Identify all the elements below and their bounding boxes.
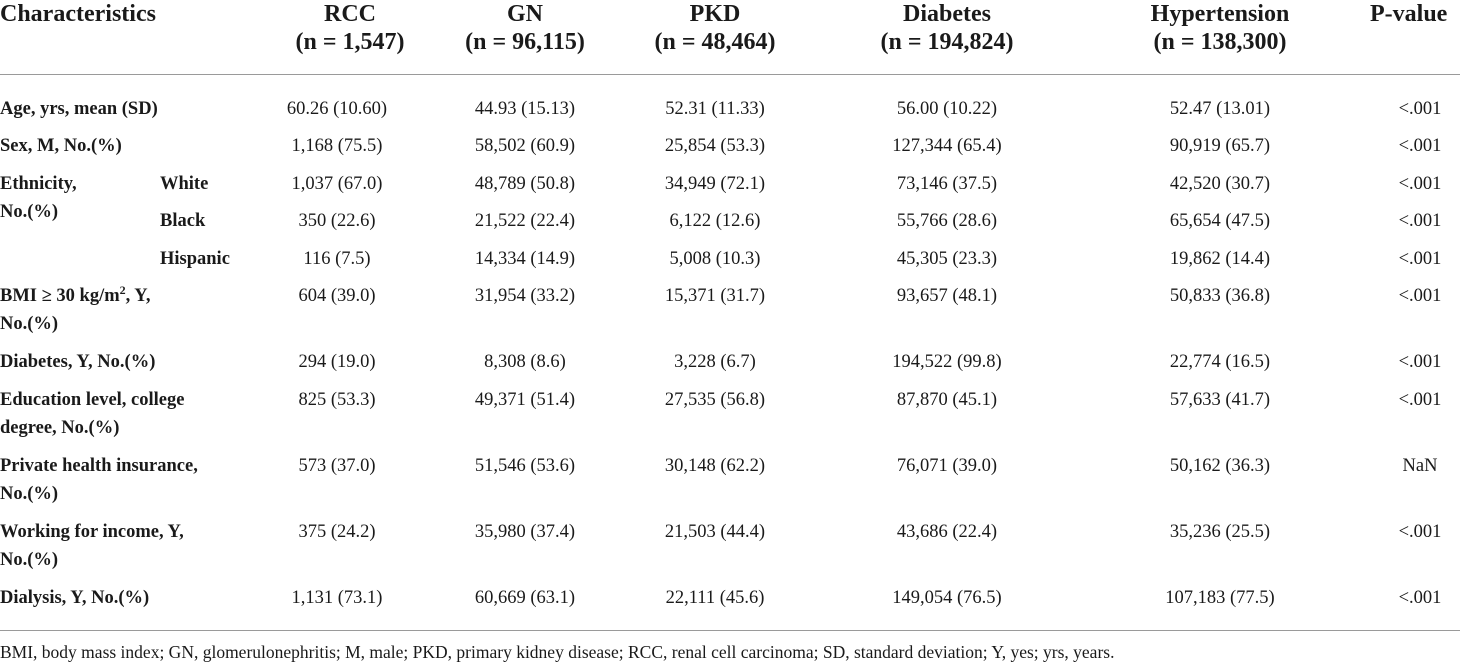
header-diabetes-name: Diabetes xyxy=(903,1,991,27)
cell-rcc: 825 (53.3) xyxy=(298,390,376,410)
cell-diabetes: 43,686 (22.4) xyxy=(896,522,998,542)
header-gn-n: (n = 96,115) xyxy=(465,29,585,55)
cell-gn: 35,980 (37.4) xyxy=(474,522,576,542)
row-label xyxy=(0,518,184,574)
row-sublabel: Black xyxy=(160,211,206,231)
header-hypertension-n: (n = 138,300) xyxy=(1153,29,1287,55)
cell-hypertension: 52.47 (13.01) xyxy=(1169,99,1271,119)
header-diabetes-n: (n = 194,824) xyxy=(880,29,1014,55)
row-label-line2: No.(%) xyxy=(0,314,59,334)
cell-diabetes: 45,305 (23.3) xyxy=(896,249,998,269)
row-label: Sex, M, No.(%) xyxy=(0,136,122,156)
cell-hypertension: 19,862 (14.4) xyxy=(1169,249,1271,269)
row-label-line1: Education level, college xyxy=(0,390,185,410)
row-label xyxy=(0,282,150,338)
cell-rcc: 116 (7.5) xyxy=(303,249,371,269)
cell-rcc: 350 (22.6) xyxy=(298,211,376,231)
row-label-post: , Y, xyxy=(125,286,151,306)
cell-diabetes: 149,054 (76.5) xyxy=(892,588,1002,608)
cell-hypertension: 50,833 (36.8) xyxy=(1169,286,1271,306)
cell-hypertension: 50,162 (36.3) xyxy=(1169,456,1271,476)
header-hypertension xyxy=(1100,0,1340,56)
cell-pkd: 25,854 (53.3) xyxy=(664,136,766,156)
header-pvalue: P-value xyxy=(1370,1,1448,27)
row-label-sup: 2 xyxy=(119,282,126,297)
cell-diabetes: 194,522 (99.8) xyxy=(892,352,1002,372)
cell-rcc: 573 (37.0) xyxy=(298,456,376,476)
cell-diabetes: 93,657 (48.1) xyxy=(896,286,998,306)
cell-pkd: 27,535 (56.8) xyxy=(664,390,766,410)
cell-gn: 21,522 (22.4) xyxy=(474,211,576,231)
header-pkd xyxy=(605,0,825,56)
bottom-rule xyxy=(0,630,1460,631)
header-pkd-name: PKD xyxy=(689,1,741,27)
cell-rcc: 294 (19.0) xyxy=(298,352,376,372)
header-pkd-n: (n = 48,464) xyxy=(654,29,776,55)
row-sublabel: Hispanic xyxy=(160,249,230,269)
cell-pkd: 22,111 (45.6) xyxy=(665,588,765,608)
table-footnote: BMI, body mass index; GN, glomerulonephritis; M, male; PKD, primary kidney disease; RCC, renal cell carcinoma; SD, standard deviation; Y, yes; yrs, years. xyxy=(0,642,1115,662)
header-rule xyxy=(0,74,1460,75)
cell-rcc: 1,131 (73.1) xyxy=(291,588,383,608)
cell-pkd: 15,371 (31.7) xyxy=(664,286,766,306)
cell-rcc: 60.26 (10.60) xyxy=(286,99,388,119)
cell-hypertension: 42,520 (30.7) xyxy=(1169,174,1271,194)
cell-pvalue: <.001 xyxy=(1398,588,1442,608)
header-hypertension-name: Hypertension xyxy=(1150,1,1290,27)
cell-rcc: 604 (39.0) xyxy=(298,286,376,306)
cell-rcc: 1,037 (67.0) xyxy=(291,174,383,194)
cell-pvalue: <.001 xyxy=(1398,390,1442,410)
cell-pvalue: <.001 xyxy=(1398,522,1442,542)
cell-gn: 60,669 (63.1) xyxy=(474,588,576,608)
cell-pvalue: <.001 xyxy=(1398,211,1442,231)
row-label-line2: degree, No.(%) xyxy=(0,418,120,438)
header-gn-name: GN xyxy=(507,1,543,27)
cell-rcc: 1,168 (75.5) xyxy=(291,136,383,156)
cell-diabetes: 127,344 (65.4) xyxy=(892,136,1002,156)
header-diabetes xyxy=(827,0,1067,56)
cell-gn: 51,546 (53.6) xyxy=(474,456,576,476)
header-rcc-name: RCC xyxy=(324,1,376,27)
cell-pkd: 6,122 (12.6) xyxy=(669,211,761,231)
row-sublabel: White xyxy=(160,174,209,194)
cell-hypertension: 90,919 (65.7) xyxy=(1169,136,1271,156)
row-label-line1: Private health insurance, xyxy=(0,456,198,476)
cell-hypertension: 35,236 (25.5) xyxy=(1169,522,1271,542)
cell-gn: 14,334 (14.9) xyxy=(474,249,576,269)
cell-pvalue: <.001 xyxy=(1398,249,1442,269)
cell-diabetes: 76,071 (39.0) xyxy=(896,456,998,476)
cell-gn: 44.93 (15.13) xyxy=(474,99,576,119)
cell-hypertension: 107,183 (77.5) xyxy=(1165,588,1275,608)
cell-gn: 58,502 (60.9) xyxy=(474,136,576,156)
cell-pvalue: NaN xyxy=(1402,456,1438,476)
cell-pkd: 30,148 (62.2) xyxy=(664,456,766,476)
row-label xyxy=(0,452,198,508)
cell-diabetes: 87,870 (45.1) xyxy=(896,390,998,410)
cell-rcc: 375 (24.2) xyxy=(298,522,376,542)
cell-gn: 49,371 (51.4) xyxy=(474,390,576,410)
cell-pkd: 3,228 (6.7) xyxy=(674,352,756,372)
row-label: Dialysis, Y, No.(%) xyxy=(0,588,150,608)
cell-hypertension: 22,774 (16.5) xyxy=(1169,352,1271,372)
cell-pvalue: <.001 xyxy=(1398,99,1442,119)
row-label-line1: Ethnicity, xyxy=(0,174,77,194)
cell-diabetes: 73,146 (37.5) xyxy=(896,174,998,194)
cell-gn: 31,954 (33.2) xyxy=(474,286,576,306)
row-label xyxy=(0,386,184,442)
cell-pkd: 52.31 (11.33) xyxy=(665,99,765,119)
cell-hypertension: 65,654 (47.5) xyxy=(1169,211,1271,231)
cell-pvalue: <.001 xyxy=(1398,136,1442,156)
cell-pkd: 34,949 (72.1) xyxy=(664,174,766,194)
cell-hypertension: 57,633 (41.7) xyxy=(1169,390,1271,410)
cell-gn: 8,308 (8.6) xyxy=(484,352,566,372)
row-label-line2: No.(%) xyxy=(0,202,59,222)
cell-gn: 48,789 (50.8) xyxy=(474,174,576,194)
row-label-line1: Working for income, Y, xyxy=(0,522,184,542)
header-rcc-n: (n = 1,547) xyxy=(295,29,405,55)
cell-pkd: 21,503 (44.4) xyxy=(664,522,766,542)
cell-pvalue: <.001 xyxy=(1398,352,1442,372)
cell-diabetes: 56.00 (10.22) xyxy=(896,99,998,119)
row-label: Diabetes, Y, No.(%) xyxy=(0,352,156,372)
cell-diabetes: 55,766 (28.6) xyxy=(896,211,998,231)
row-label-line2: No.(%) xyxy=(0,550,59,570)
row-label: Age, yrs, mean (SD) xyxy=(0,99,158,119)
cell-pvalue: <.001 xyxy=(1398,286,1442,306)
cell-pkd: 5,008 (10.3) xyxy=(669,249,761,269)
row-label-line2: No.(%) xyxy=(0,484,59,504)
row-label xyxy=(0,170,77,226)
header-gn xyxy=(415,0,635,56)
row-label-pre: BMI ≥ 30 kg/m xyxy=(0,286,120,306)
row-label-line1 xyxy=(0,282,150,310)
header-characteristics: Characteristics xyxy=(0,1,156,27)
cell-pvalue: <.001 xyxy=(1398,174,1442,194)
